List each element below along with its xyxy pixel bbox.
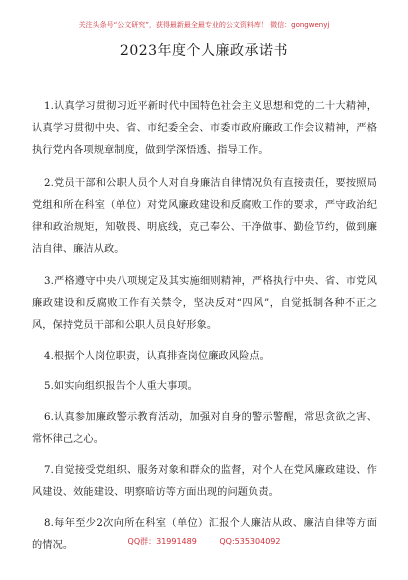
paragraph-6: 6.认真参加廉政警示教育活动，加强对自身的警示警醒，常思贪欲之害、常怀律己之心。 [32, 412, 377, 445]
paragraph-4: 4.根据个人岗位职责，认真排查岗位廉政风险点。 [44, 351, 270, 362]
document-title: 2023年度个人廉政承诺书 [119, 43, 289, 59]
contact-footer [0, 536, 408, 547]
document-body [32, 96, 377, 557]
paragraph-7: 7.自觉接受党组织、服务对象和群众的监督，对个人在党风廉政建设、作风建设、效能建设、明察暗访等方面出现的问题负责。 [32, 465, 377, 498]
paragraph-5: 5.如实向组织报告个人重大事项。 [44, 381, 198, 392]
paragraph-8: 8.每年至少2次向所在科室（单位）汇报个人廉洁从政、廉洁自律等方面的情况。 [32, 518, 377, 551]
qq-group-number: QQ群：31991489 [127, 537, 197, 546]
paragraph-3: 3.严格遵守中央八项规定及其实施细则精神，严格执行中央、省、市党风廉政建设和反腐败工作有关禁令，坚决反对“四风”，自觉抵制各种不正之风，保持党员干部和公职人员良好形象。 [32, 276, 377, 331]
promo-banner: 关注头条号“公文研究”，获得最新最全最专业的公文资料库！ 微信：gongwenyj [78, 21, 330, 29]
paragraph-2: 2.党员干部和公职人员个人对自身廉洁自律情况负有直接责任，要按照局党组和所在科室（单位）对党风廉政建设和反腐败工作的要求，严守政治纪律和政治规矩，知敬畏、明底线，克己奉公、干净做事、勤俭节约，做到廉洁自律、廉洁从政。 [32, 178, 377, 255]
paragraph-1: 1.认真学习贯彻习近平新时代中国特色社会主义思想和党的二十大精神，认真学习贯彻中央、省、市纪委全会、市委市政府廉政工作会议精神，严格执行党内各项规章制度，做到学深悟透、指导工作。 [32, 101, 377, 156]
qq-number: QQ:535304092 [219, 537, 281, 546]
